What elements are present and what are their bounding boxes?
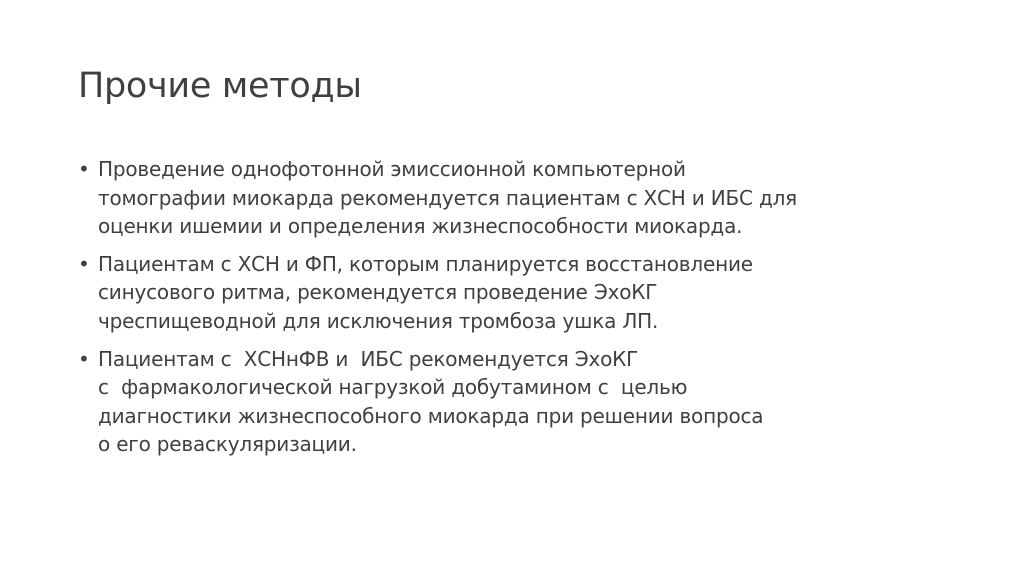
bullet-item: [78, 155, 958, 241]
bullet-text-line: синусового ритма, рекомендуется проведение ЭхоКГ: [98, 280, 658, 305]
bullet-text-line: оценки ишемии и определения жизнеспособности миокарда.: [98, 214, 743, 239]
bullet-item: [78, 345, 958, 459]
bullet-list: [78, 155, 958, 468]
bullet-dot-icon: •: [78, 346, 90, 371]
bullet-dot-icon: •: [78, 251, 90, 276]
bullet-text-line: о его реваскуляризации.: [98, 432, 357, 457]
bullet-text-line: диагностики жизнеспособного миокарда при решении вопроса: [98, 403, 764, 428]
bullet-text-line: с фармакологической нагрузкой добутамином с целью: [98, 375, 688, 400]
bullet-text-line: Проведение однофотонной эмиссионной компьютерной: [98, 157, 686, 181]
bullet-item: [78, 250, 958, 336]
bullet-text-line: томографии миокарда рекомендуется пациентам с ХСН и ИБС для: [98, 185, 798, 210]
bullet-text-line: чреспищеводной для исключения тромбоза ушка ЛП.: [98, 308, 659, 333]
bullet-dot-icon: •: [78, 157, 90, 181]
slide-title: Прочие методы: [78, 66, 362, 106]
bullet-text-line: Пациентам с ХСНнФВ и ИБС рекомендуется ЭхоКГ: [98, 346, 639, 371]
bullet-text-line: Пациентам с ХСН и ФП, которым планируется восстановление: [98, 251, 753, 276]
